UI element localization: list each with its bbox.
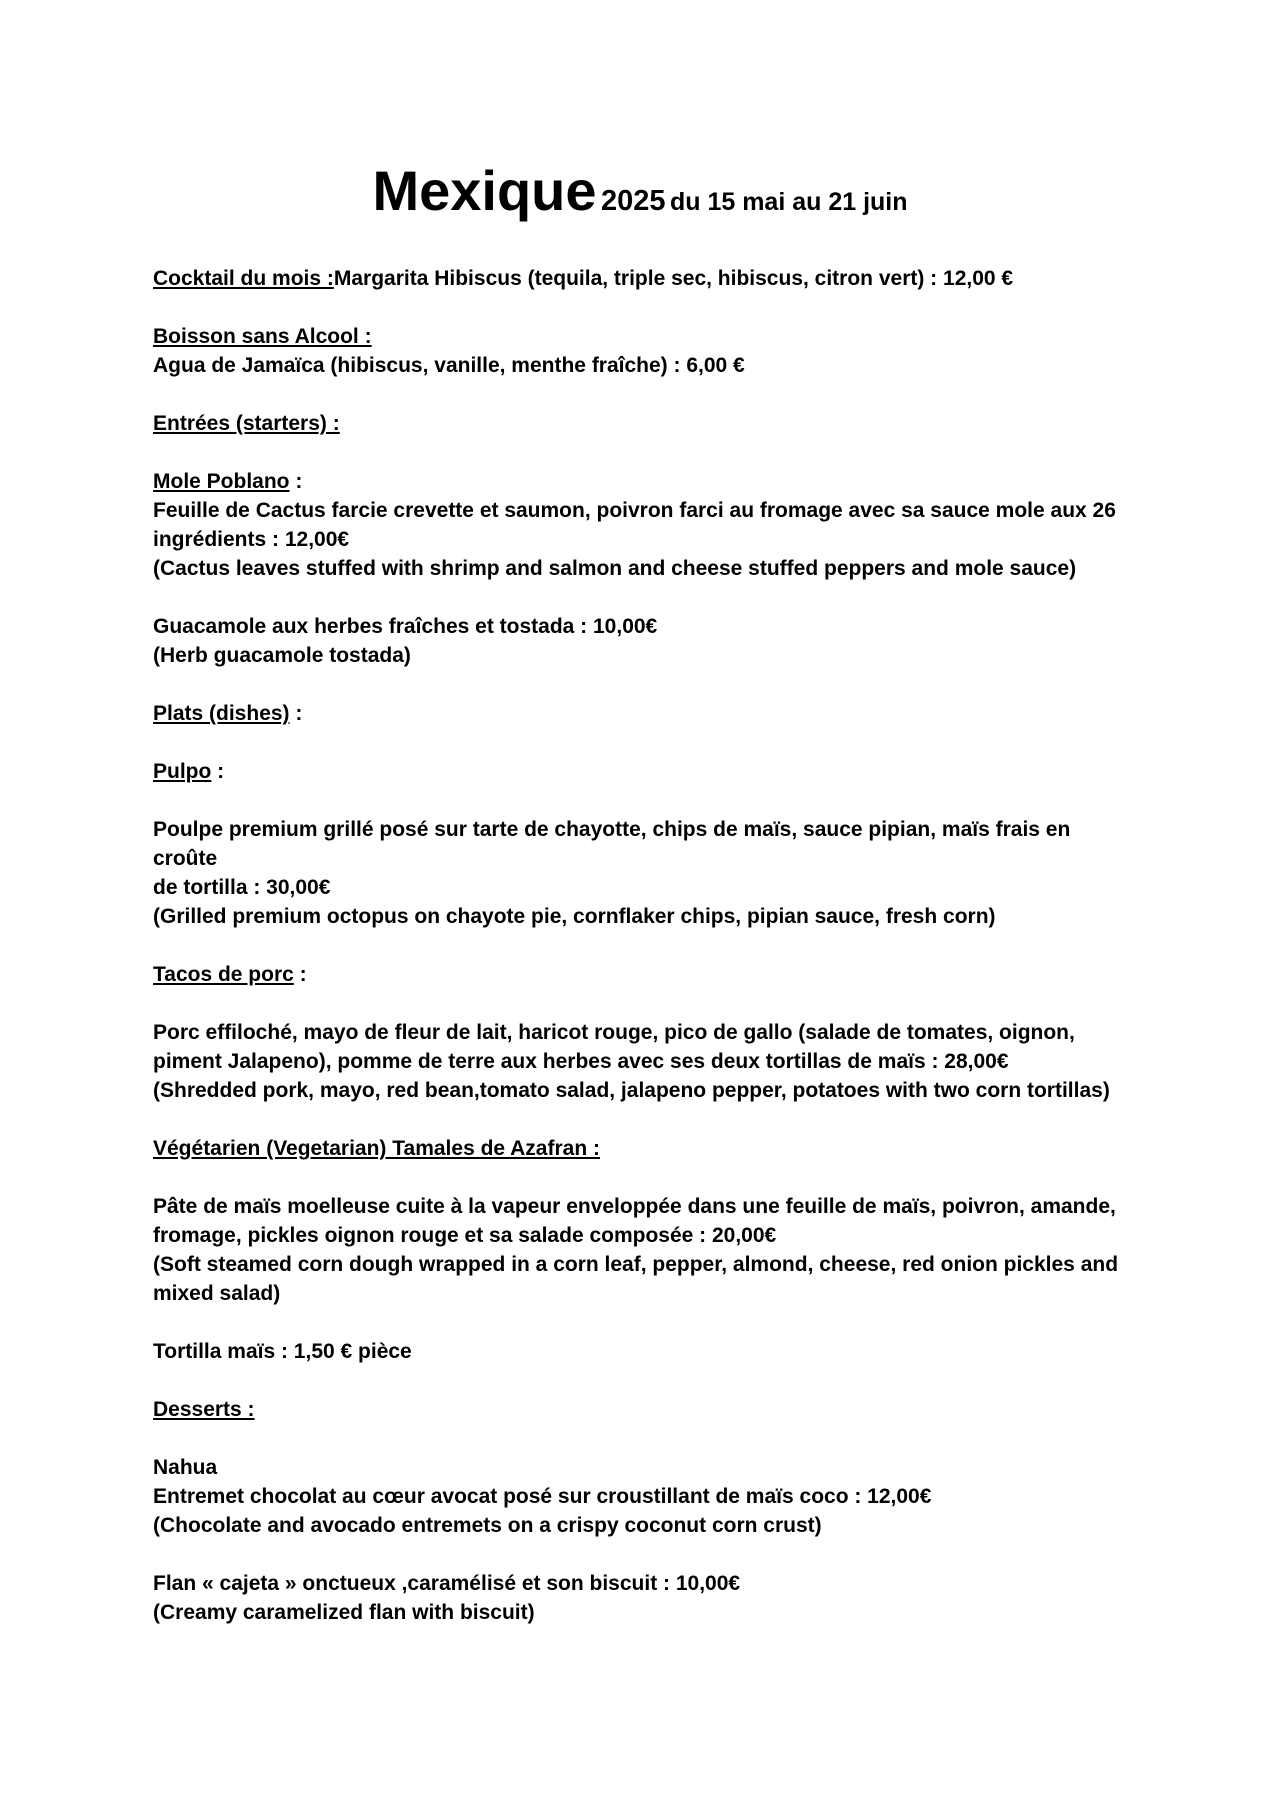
mole-title: Mole Poblano : [153,470,303,493]
pulpo-desc-1: Poulpe premium grillé posé sur tarte de chayotte, chips de maïs, sauce pipian, maïs frais en croûte [153,818,1071,870]
flan-desc: Flan « cajeta » onctueux ,caramélisé et son biscuit : 10,00€ [153,1572,741,1595]
nahua-english: (Chocolate and avocado entremets on a crispy coconut corn crust) [153,1514,822,1537]
tacos-title: Tacos de porc : [153,963,307,986]
vegetarian-english-1: (Soft steamed corn dough wrapped in a corn leaf, pepper, almond, cheese, red onion pickles and [153,1253,1119,1276]
pulpo-title: Pulpo : [153,760,225,783]
tacos-desc-2: piment Jalapeno), pomme de terre aux herbes avec ses deux tortillas de maïs : 28,00€ [153,1050,1009,1073]
mole-desc-1: Feuille de Cactus farcie crevette et saumon, poivron farci au fromage avec sa sauce mole aux 26 [153,499,1116,522]
soft-drink-label: Boisson sans Alcool : [153,325,372,348]
title-country: Mexique [372,159,597,222]
desserts-heading: Desserts : [153,1398,255,1421]
guacamole-english: (Herb guacamole tostada) [153,644,411,667]
title-dates: du 15 mai au 21 juin [669,188,908,216]
tortilla-line: Tortilla maïs : 1,50 € pièce [153,1340,412,1363]
mole-desc-2: ingrédients : 12,00€ [153,528,350,551]
vegetarian-title: Végétarien (Vegetarian) Tamales de Azafran : [153,1137,600,1160]
dishes-heading: Plats (dishes) : [153,702,303,725]
menu-content [153,264,1133,1627]
vegetarian-english-2: mixed salad) [153,1282,281,1305]
guacamole-desc: Guacamole aux herbes fraîches et tostada : 10,00€ [153,615,658,638]
vegetarian-desc-1: Pâte de maïs moelleuse cuite à la vapeur enveloppée dans une feuille de maïs, poivron, amande, [153,1195,1116,1218]
soft-drink-text: Agua de Jamaïca (hibiscus, vanille, menthe fraîche) : 6,00 € [153,354,745,377]
flan-english: (Creamy caramelized flan with biscuit) [153,1601,535,1624]
page-title [0,158,1280,223]
cocktail-label: Cocktail du mois : [153,267,334,290]
cocktail-line [153,264,1133,293]
vegetarian-desc-2: fromage, pickles oignon rouge et sa salade composée : 20,00€ [153,1224,777,1247]
mole-english: (Cactus leaves stuffed with shrimp and salmon and cheese stuffed peppers and mole sauce) [153,557,1077,580]
nahua-desc: Entremet chocolat au cœur avocat posé sur croustillant de maïs coco : 12,00€ [153,1485,932,1508]
tacos-english: (Shredded pork, mayo, red bean,tomato salad, jalapeno pepper, potatoes with two corn tortillas) [153,1079,1110,1102]
pulpo-english: (Grilled premium octopus on chayote pie, cornflaker chips, pipian sauce, fresh corn) [153,905,996,928]
starters-heading: Entrées (starters) : [153,412,340,435]
cocktail-text: Margarita Hibiscus (tequila, triple sec, hibiscus, citron vert) : 12,00 € [333,267,1014,290]
pulpo-desc-2: de tortilla : 30,00€ [153,876,331,899]
title-year: 2025 [600,185,666,217]
nahua-title: Nahua [153,1456,218,1479]
tacos-desc-1: Porc effiloché, mayo de fleur de lait, haricot rouge, pico de gallo (salade de tomates, oignon, [153,1021,1075,1044]
